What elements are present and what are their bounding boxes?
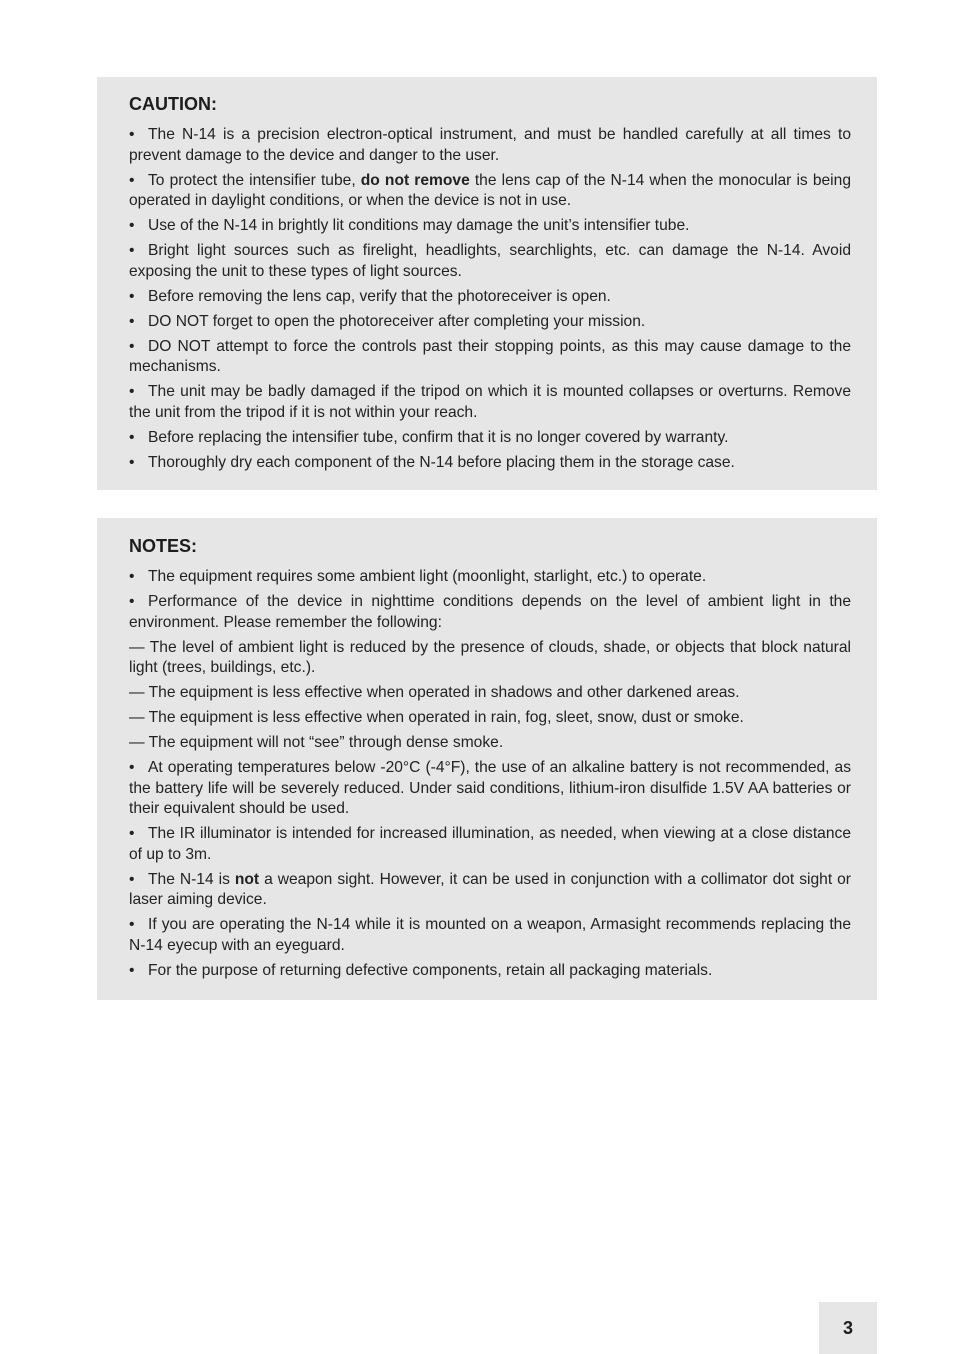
caution-section <box>97 77 877 490</box>
notes-item <box>129 758 851 820</box>
notes-heading: NOTES: <box>129 536 198 556</box>
caution-item-text: the lens cap of the N-14 when the monocular is being operated in daylight conditions, or when the device is not in use. <box>129 171 851 209</box>
bullet-marker: • <box>129 453 135 471</box>
bullet-marker: • <box>129 126 135 143</box>
notes-item-text: Performance of the device in nighttime conditions depends on the level of ambient light in the environment. Please remember the following: <box>129 593 851 631</box>
bullet-marker: • <box>129 312 135 330</box>
notes-item-text: — The equipment is less effective when operated in shadows and other darkened areas. <box>129 684 740 701</box>
notes-item <box>129 824 851 865</box>
notes-item-text: — The level of ambient light is reduced by the presence of clouds, shade, or objects that block natural light (trees, buildings, etc.). <box>129 638 851 676</box>
notes-item <box>129 638 851 679</box>
notes-item <box>129 915 851 956</box>
notes-item-text: — The equipment will not “see” through dense smoke. <box>129 734 504 751</box>
notes-item-text: For the purpose of returning defective components, retain all packaging materials. <box>148 961 713 979</box>
notes-item-text: The N-14 is <box>148 870 235 888</box>
caution-item-text: The N-14 is a precision electron-optical instrument, and must be handled carefully at all times to prevent damage to the device and danger to the user. <box>129 126 851 164</box>
caution-item-text: DO NOT attempt to force the controls past their stopping points, as this may cause damage to the mechanisms. <box>129 337 851 375</box>
bullet-marker: • <box>129 870 135 888</box>
bullet-marker: • <box>129 287 135 305</box>
caution-item <box>129 125 851 166</box>
notes-item-text: The equipment requires some ambient light (moonlight, starlight, etc.) to operate. <box>148 568 707 585</box>
notes-list <box>129 567 851 981</box>
bullet-marker: • <box>129 171 135 189</box>
bullet-marker: • <box>129 217 135 234</box>
caution-item-text: DO NOT forget to open the photoreceiver after completing your mission. <box>148 312 646 330</box>
bullet-marker: • <box>129 825 135 842</box>
caution-item <box>129 382 851 423</box>
bullet-marker: • <box>129 242 135 259</box>
bullet-marker: • <box>129 593 135 610</box>
notes-item <box>129 683 851 704</box>
caution-item <box>129 241 851 282</box>
caution-item-text: Before replacing the intensifier tube, confirm that it is no longer covered by warranty. <box>148 428 729 446</box>
notes-item-text: a weapon sight. However, it can be used in conjunction with a collimator dot sight or laser aiming device. <box>129 870 851 908</box>
caution-heading: CAUTION: <box>129 94 217 114</box>
caution-item-text: To protect the intensifier tube, <box>148 171 361 189</box>
bullet-marker: • <box>129 383 135 400</box>
notes-item <box>129 592 851 633</box>
caution-item-text: Bright light sources such as firelight, headlights, searchlights, etc. can damage the N-14. Avoid exposing the unit to these types of light sources. <box>129 242 851 280</box>
notes-item <box>129 870 851 911</box>
notes-section <box>97 518 877 1000</box>
emphasis-text: not <box>234 870 260 888</box>
caution-item <box>129 337 851 378</box>
caution-item-text: Use of the N-14 in brightly lit conditions may damage the unit’s intensifier tube. <box>148 217 690 234</box>
page-number: 3 <box>842 1317 853 1338</box>
bullet-marker: • <box>129 759 135 776</box>
notes-item <box>129 567 851 588</box>
caution-list <box>129 125 851 473</box>
caution-item <box>129 287 851 308</box>
bullet-marker: • <box>129 916 135 933</box>
caution-item <box>129 312 851 333</box>
caution-item-text: The unit may be badly damaged if the tripod on which it is mounted collapses or overturns. Remove the unit from the tripod if it is not within your reach. <box>129 383 851 421</box>
bullet-marker: • <box>129 568 135 585</box>
notes-item-text: The IR illuminator is intended for increased illumination, as needed, when viewing at a close distance of up to 3m. <box>129 825 851 863</box>
bullet-marker: • <box>129 428 135 446</box>
caution-item <box>129 428 851 449</box>
caution-item <box>129 216 851 237</box>
caution-item-text: Before removing the lens cap, verify that the photoreceiver is open. <box>148 287 611 305</box>
notes-item-text: — The equipment is less effective when operated in rain, fog, sleet, snow, dust or smoke. <box>129 709 744 726</box>
notes-item <box>129 961 851 982</box>
notes-item <box>129 733 851 754</box>
caution-item <box>129 171 851 212</box>
notes-item <box>129 708 851 729</box>
notes-item-text: At operating temperatures below -20°C (-4°F), the use of an alkaline battery is not recommended, as the battery life will be severely reduced. Under said conditions, lithium-iron disulfide 1.5V AA batteries or their equivalent should be used. <box>129 759 851 817</box>
notes-item-text: If you are operating the N-14 while it is mounted on a weapon, Armasight recommends replacing the N-14 eyecup with an eyeguard. <box>129 916 851 954</box>
bullet-marker: • <box>129 961 135 979</box>
caution-item <box>129 453 851 474</box>
bullet-marker: • <box>129 337 135 355</box>
emphasis-text: do not remove <box>360 171 470 189</box>
page-number-box <box>819 1302 877 1354</box>
caution-item-text: Thoroughly dry each component of the N-14 before placing them in the storage case. <box>148 453 735 471</box>
